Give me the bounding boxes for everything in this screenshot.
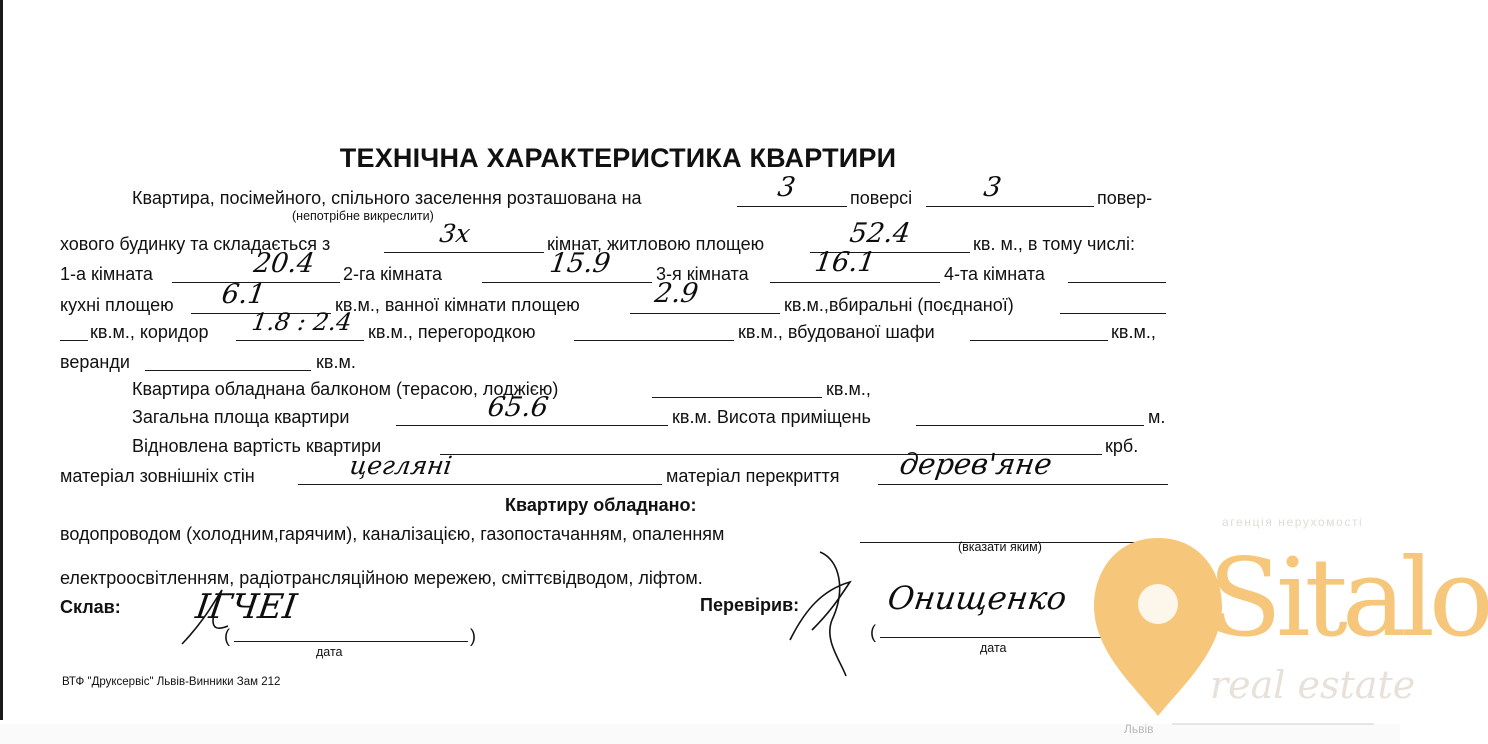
hw-floors-total: 3 bbox=[981, 172, 1004, 203]
text-room4: 4-та кімната bbox=[944, 264, 1045, 284]
text-sqm-5: кв.м., bbox=[1111, 322, 1156, 342]
text-line2-a: хового будинку та складається з bbox=[60, 234, 331, 254]
watermark-brand: Sitalo bbox=[1208, 536, 1488, 661]
text-electric: електроосвітленням, радіотрансляційною мережею, сміттєвідводом, ліфтом. bbox=[60, 568, 703, 588]
hw-corridor: 1.8 : 2.4 bbox=[250, 308, 354, 336]
hw-total-area: 65.6 bbox=[485, 392, 551, 423]
text-meters: м. bbox=[1148, 407, 1166, 427]
hw-room1: 20.4 bbox=[251, 248, 317, 279]
text-balcony: Квартира обладнана балконом (терасою, лоджією) bbox=[132, 379, 559, 399]
printer-imprint: ВТФ "Друксервіс" Львів-Винники Зам 212 bbox=[62, 676, 281, 688]
page-title: ТЕХНІЧНА ХАРАКТЕРИСТИКА КВАРТИРИ bbox=[339, 143, 897, 173]
paren-open-2: ( bbox=[870, 622, 876, 642]
text-line1-b: поверсі bbox=[850, 188, 913, 208]
hw-room3: 16.1 bbox=[812, 247, 878, 278]
hw-floor: 3 bbox=[775, 172, 798, 203]
text-sqm-7: кв.м., bbox=[826, 379, 871, 399]
signature-compiled: ІГЧЕІ bbox=[193, 587, 300, 627]
watermark-sub: real estate bbox=[1210, 663, 1416, 707]
text-utilities: водопроводом (холодним,гарячим), каналізацією, газопостачанням, опаленням bbox=[60, 524, 725, 544]
text-line2-c: кв. м., в тому числі: bbox=[973, 234, 1135, 254]
hw-kitchen: 6.1 bbox=[219, 279, 268, 310]
text-wall-material: матеріал зовнішніх стін bbox=[60, 466, 255, 486]
text-ceiling-material: матеріал перекриття bbox=[666, 466, 840, 486]
note-specify: (вказати яким) bbox=[958, 540, 1042, 554]
paren-close-1: ) bbox=[470, 626, 476, 646]
paren-open-1: ( bbox=[224, 626, 230, 646]
hw-wall-material: цегляні bbox=[347, 451, 454, 480]
text-restored-cost: Відновлена вартість квартири bbox=[132, 436, 382, 456]
text-wardrobe: кв.м., вбудованої шафи bbox=[738, 322, 935, 342]
text-toilet: кв.м.,вбиральні (поєднаної) bbox=[784, 295, 1014, 315]
text-total-area: Загальна площа квартири bbox=[132, 407, 350, 427]
text-line1-a: Квартира, посімейного, спільного заселення розташована на bbox=[132, 188, 642, 208]
text-currency: крб. bbox=[1105, 436, 1139, 456]
text-line1-c: повер- bbox=[1097, 188, 1153, 208]
hw-bathroom: 2.9 bbox=[652, 278, 701, 309]
text-partition: кв.м., перегородкою bbox=[368, 322, 536, 342]
hw-room2: 15.9 bbox=[547, 248, 613, 279]
text-line2-b: кімнат, житловою площею bbox=[547, 234, 765, 254]
label-checked-by: Перевірив: bbox=[700, 595, 800, 615]
hw-living-area: 52.4 bbox=[847, 218, 913, 249]
text-corridor: кв.м., коридор bbox=[90, 322, 209, 342]
text-room1: 1-а кімната bbox=[60, 264, 153, 284]
watermark-city: Львів bbox=[1124, 722, 1154, 736]
text-room2: 2-га кімната bbox=[343, 264, 443, 284]
label-compiled-by: Склав: bbox=[60, 597, 121, 617]
hw-rooms: 3х bbox=[437, 219, 473, 248]
note-cross-out: (непотрібне викреслити) bbox=[292, 209, 434, 223]
text-sqm-6: кв.м. bbox=[316, 352, 356, 372]
watermark-tagline: агенція нерухомості bbox=[1222, 515, 1364, 529]
signature-checked: Онищенко bbox=[885, 579, 1070, 617]
text-veranda: веранди bbox=[60, 352, 130, 372]
text-kitchen: кухні площею bbox=[60, 295, 174, 315]
text-room3: 3-я кімната bbox=[656, 264, 749, 284]
text-bathroom: кв.м., ванної кімнати площею bbox=[335, 295, 580, 315]
section-equipped-heading: Квартиру обладнано: bbox=[505, 495, 697, 515]
hw-ceiling-material: дерев'яне bbox=[897, 447, 1055, 481]
label-date-1: дата bbox=[316, 645, 343, 659]
label-date-2: дата bbox=[980, 641, 1007, 655]
text-height: кв.м. Висота приміщень bbox=[672, 407, 871, 427]
